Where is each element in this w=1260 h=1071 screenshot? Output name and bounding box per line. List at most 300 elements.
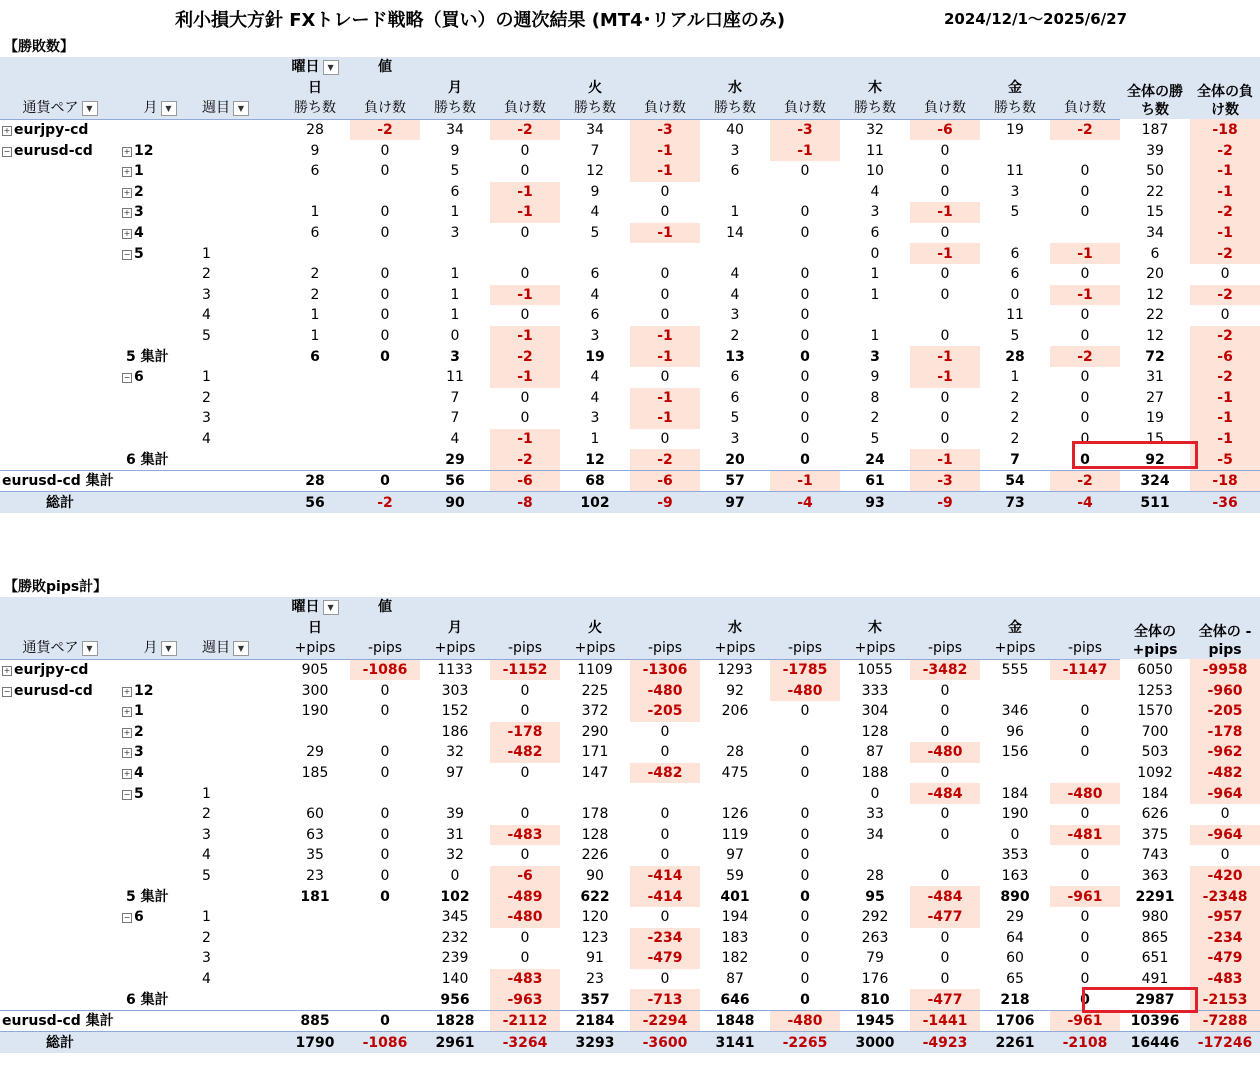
value-cell: 24 <box>865 451 885 468</box>
week-cell <box>200 804 280 825</box>
month-cell[interactable] <box>120 763 200 784</box>
win-header: 勝ち数 <box>420 98 490 119</box>
week-cell <box>200 866 280 887</box>
expand-icon[interactable]: + <box>3 666 11 676</box>
value-cell: 0 <box>800 703 810 720</box>
value-cell: 0 <box>940 765 950 782</box>
value-cell: 0 <box>450 868 460 885</box>
filter-dropdown-icon[interactable]: ▼ <box>82 641 98 656</box>
week-field[interactable] <box>200 98 280 119</box>
total-win-header: 全体の+pips <box>1120 618 1190 660</box>
filter-dropdown-icon[interactable]: ▼ <box>233 641 249 656</box>
month-cell[interactable] <box>120 367 200 388</box>
value-cell: 0 <box>380 703 390 720</box>
month-field[interactable] <box>120 638 200 659</box>
count-pivot-table[interactable] <box>0 57 1260 513</box>
value-cell: 163 <box>1001 868 1029 885</box>
value-cell: 3000 <box>840 1032 910 1053</box>
value-cell: -482 <box>630 763 700 784</box>
month-cell <box>120 326 200 347</box>
value-cell: 6 <box>1150 245 1160 262</box>
value-cell: 10396 <box>1120 1010 1190 1032</box>
pair-field[interactable] <box>0 98 120 119</box>
filter-dropdown-icon[interactable]: ▼ <box>161 101 177 116</box>
value-cell: 40 <box>726 122 744 139</box>
value-cell: -1 <box>490 202 560 223</box>
value-cell: 12 <box>585 451 605 468</box>
value-cell <box>630 783 700 804</box>
collapse-icon[interactable]: − <box>3 146 11 156</box>
value-cell: 1570 <box>1137 703 1173 720</box>
value-cell: 0 <box>870 785 880 802</box>
value-cell: 72 <box>1145 348 1165 365</box>
month-cell[interactable] <box>120 243 200 264</box>
value-cell: -964 <box>1190 825 1260 846</box>
collapse-icon[interactable]: − <box>123 373 131 383</box>
value-cell <box>350 182 420 203</box>
value-cell: 1790 <box>280 1032 350 1053</box>
value-cell: -2 <box>630 449 700 470</box>
value-cell <box>910 305 980 326</box>
value-cell: 3293 <box>560 1032 630 1053</box>
value-cell: -234 <box>1190 928 1260 949</box>
value-cell: 176 <box>861 970 889 987</box>
month-cell[interactable] <box>120 783 200 804</box>
value-cell: 0 <box>1010 826 1020 843</box>
pair-cell[interactable] <box>0 680 120 701</box>
value-cell: 19 <box>1146 410 1164 427</box>
value-cell: -2265 <box>770 1032 840 1053</box>
month-cell[interactable] <box>120 742 200 763</box>
value-cell: 0 <box>800 286 810 303</box>
value-cell: 19 <box>1006 122 1024 139</box>
month-cell <box>120 119 200 140</box>
month-cell <box>120 969 200 990</box>
value-cell <box>350 408 420 429</box>
value-cell: 190 <box>301 703 329 720</box>
value-cell: 0 <box>660 970 670 987</box>
value-cell: 56 <box>280 492 350 513</box>
table-row <box>0 928 1260 949</box>
value-cell: 0 <box>940 970 950 987</box>
value-cell: 956 <box>440 991 470 1008</box>
pair-cell <box>0 825 120 846</box>
value-cell: 0 <box>940 703 950 720</box>
atai-label: 値 <box>378 599 393 616</box>
value-cell: 57 <box>700 470 770 492</box>
pair-cell[interactable] <box>0 140 120 161</box>
value-cell: -481 <box>1050 825 1120 846</box>
day-header: 木 <box>840 78 910 99</box>
value-cell: 1133 <box>437 662 473 679</box>
collapse-icon[interactable]: − <box>123 789 131 799</box>
expand-icon[interactable]: + <box>123 769 131 779</box>
value-cell: -1 <box>630 140 700 161</box>
value-cell: 1945 <box>840 1010 910 1032</box>
value-cell: 1 <box>870 328 880 345</box>
expand-icon[interactable]: + <box>123 707 131 717</box>
total-loss-header: 全体の - pips <box>1190 618 1260 660</box>
value-cell: -3600 <box>630 1032 700 1053</box>
value-cell: -205 <box>1190 701 1260 722</box>
table-row <box>0 845 1260 866</box>
value-cell: 182 <box>721 950 749 967</box>
week-cell <box>200 845 280 866</box>
value-cell: 7 <box>450 410 460 427</box>
value-cell: 511 <box>1120 492 1190 513</box>
table-row <box>0 264 1260 285</box>
value-cell: -4923 <box>910 1032 980 1053</box>
week-cell <box>200 161 280 182</box>
value-cell: 304 <box>861 703 889 720</box>
pair-cell <box>0 243 120 264</box>
month-label: 月 <box>143 100 158 117</box>
value-cell: -2 <box>490 346 560 367</box>
pair-cell <box>0 326 120 347</box>
expand-icon[interactable]: + <box>123 229 131 239</box>
value-cell: 333 <box>861 682 889 699</box>
value-cell: 60 <box>306 806 324 823</box>
value-cell <box>980 140 1050 161</box>
hdr-blank <box>0 597 280 618</box>
table-row <box>0 804 1260 825</box>
value-cell: 1 <box>870 286 880 303</box>
week-field[interactable] <box>200 638 280 659</box>
month-cell[interactable] <box>120 680 200 701</box>
loss-header: -pips <box>1050 638 1120 659</box>
pips-pivot-table[interactable] <box>0 597 1260 1053</box>
month-cell[interactable] <box>120 202 200 223</box>
value-cell: -2 <box>1190 202 1260 223</box>
pair-name: eurjpy-cd <box>14 122 89 139</box>
pair-cell <box>0 223 120 244</box>
value-cell: 4 <box>450 430 460 447</box>
value-cell: 0 <box>1220 847 1230 864</box>
subtotal-label: 5 集計 <box>126 888 169 905</box>
week-cell <box>200 202 280 223</box>
value-cell <box>350 783 420 804</box>
value-cell: 32 <box>866 122 884 139</box>
value-cell: 1 <box>450 266 460 283</box>
value-cell: -1 <box>630 408 700 429</box>
value-cell: -414 <box>630 886 700 907</box>
value-cell: -1 <box>1190 388 1260 409</box>
loss-header: 負け数 <box>630 98 700 119</box>
value-cell: 6 <box>730 369 740 386</box>
value-cell: 6 <box>730 163 740 180</box>
filter-dropdown-icon[interactable]: ▼ <box>161 641 177 656</box>
table-row <box>0 763 1260 784</box>
value-cell: 0 <box>1080 970 1090 987</box>
day-header: 月 <box>420 618 490 639</box>
value-cell: 6 <box>310 225 320 242</box>
value-cell <box>280 449 350 470</box>
value-cell: 64 <box>1006 929 1024 946</box>
week-cell <box>200 264 280 285</box>
value-cell: -2 <box>350 492 420 513</box>
youbi-field[interactable] <box>280 597 350 618</box>
hdr-blank <box>770 618 840 639</box>
value-cell: 0 <box>1220 806 1230 823</box>
value-cell <box>770 182 840 203</box>
week-label: 週目 <box>202 100 230 117</box>
value-cell: -2 <box>1050 119 1120 140</box>
value-cell: -1 <box>1190 408 1260 429</box>
week-cell <box>200 429 280 450</box>
value-cell: -18 <box>1190 119 1260 140</box>
subtotal-label: 6 集計 <box>126 451 169 468</box>
value-cell: 0 <box>1080 266 1090 283</box>
day-header: 月 <box>420 78 490 99</box>
expand-icon[interactable]: + <box>123 167 131 177</box>
value-cell: -3264 <box>490 1032 560 1053</box>
value-cell: -957 <box>1190 907 1260 928</box>
value-cell: 34 <box>866 826 884 843</box>
value-cell: 225 <box>581 682 609 699</box>
value-cell: 6 <box>310 163 320 180</box>
value-cell <box>980 680 1050 701</box>
value-cell: 651 <box>1141 950 1169 967</box>
value-cell: 1 <box>310 328 320 345</box>
value-cell <box>840 305 910 326</box>
value-cell: -2 <box>1190 140 1260 161</box>
value-cell: -480 <box>630 680 700 701</box>
week-value: 4 <box>202 847 211 864</box>
value-cell: -1 <box>910 243 980 264</box>
value-cell: 34 <box>446 122 464 139</box>
value-cell: 0 <box>660 369 670 386</box>
youbi-field[interactable] <box>280 57 350 78</box>
pair-cell <box>0 948 120 969</box>
table-row <box>0 243 1260 264</box>
pair-cell <box>0 701 120 722</box>
value-cell: -482 <box>490 742 560 763</box>
value-cell: 0 <box>800 970 810 987</box>
value-cell: 31 <box>1146 369 1164 386</box>
expand-icon[interactable]: + <box>123 208 131 218</box>
value-cell: 0 <box>380 204 390 221</box>
value-cell <box>280 408 350 429</box>
value-cell: -2 <box>1190 243 1260 264</box>
pair-field[interactable] <box>0 638 120 659</box>
value-cell: -4 <box>1050 492 1120 513</box>
month-cell[interactable] <box>120 701 200 722</box>
filter-dropdown-icon[interactable]: ▼ <box>82 101 98 116</box>
value-cell: 555 <box>1001 662 1029 679</box>
month-cell[interactable] <box>120 722 200 743</box>
value-cell: -18 <box>1190 470 1260 492</box>
value-cell: 63 <box>306 826 324 843</box>
value-cell: 0 <box>1080 806 1090 823</box>
value-cell: 123 <box>581 929 609 946</box>
value-cell: 27 <box>1146 389 1164 406</box>
value-cell: -484 <box>910 783 980 804</box>
value-cell: 810 <box>860 991 890 1008</box>
value-cell: 1 <box>450 204 460 221</box>
value-cell: 3 <box>870 348 880 365</box>
value-cell <box>350 989 420 1010</box>
value-cell: 0 <box>660 909 670 926</box>
week-cell <box>200 182 280 203</box>
value-cell <box>700 243 770 264</box>
expand-icon[interactable]: + <box>123 187 131 197</box>
value-cell: 0 <box>1080 950 1090 967</box>
date-range: 2024/12/1～2025/6/27 <box>944 10 1128 28</box>
hdr-blank <box>0 57 280 78</box>
value-cell <box>560 243 630 264</box>
value-cell: 375 <box>1141 826 1169 843</box>
month-field[interactable] <box>120 98 200 119</box>
day-header: 日 <box>280 78 350 99</box>
filter-dropdown-icon[interactable]: ▼ <box>323 60 339 75</box>
value-cell: -479 <box>1190 948 1260 969</box>
month-cell[interactable] <box>120 223 200 244</box>
table-row <box>0 659 1260 680</box>
value-cell: 32 <box>446 744 464 761</box>
value-cell: 29 <box>445 451 465 468</box>
value-cell: 0 <box>940 430 950 447</box>
value-cell: 96 <box>1006 723 1024 740</box>
value-cell: 885 <box>280 1010 350 1032</box>
value-cell: -1 <box>630 326 700 347</box>
value-cell: 0 <box>520 307 530 324</box>
expand-icon[interactable]: + <box>123 748 131 758</box>
month-cell[interactable] <box>120 182 200 203</box>
filter-dropdown-icon[interactable]: ▼ <box>323 600 339 615</box>
value-cell: -480 <box>1050 783 1120 804</box>
value-cell: 79 <box>866 950 884 967</box>
value-cell: -6 <box>490 470 560 492</box>
value-cell <box>280 948 350 969</box>
value-cell: 0 <box>940 806 950 823</box>
value-cell: 0 <box>800 410 810 427</box>
value-cell: 0 <box>380 225 390 242</box>
value-cell: 183 <box>721 929 749 946</box>
loss-header: 負け数 <box>490 98 560 119</box>
value-cell: -2 <box>490 119 560 140</box>
value-cell <box>980 763 1050 784</box>
value-cell: -6 <box>1190 346 1260 367</box>
week-label: 週目 <box>202 640 230 657</box>
value-cell: -1 <box>630 161 700 182</box>
value-cell: 34 <box>1146 225 1164 242</box>
value-cell: 68 <box>560 470 630 492</box>
report-title: 利小損大方針 FXトレード戦略（買い）の週次結果 (MT4･リアル口座のみ) <box>175 10 786 31</box>
collapse-icon[interactable]: − <box>123 249 131 259</box>
expand-icon[interactable]: + <box>123 686 131 696</box>
month-cell[interactable] <box>120 907 200 928</box>
collapse-icon[interactable]: − <box>3 686 11 696</box>
week-cell <box>200 659 280 680</box>
value-cell: -36 <box>1190 492 1260 513</box>
value-cell: 0 <box>660 266 670 283</box>
value-cell: 0 <box>1080 369 1090 386</box>
value-cell: 22 <box>1146 183 1164 200</box>
expand-icon[interactable]: + <box>123 727 131 737</box>
week-cell <box>200 243 280 264</box>
value-cell: 0 <box>1080 410 1090 427</box>
value-cell: 626 <box>1141 806 1169 823</box>
week-cell <box>200 140 280 161</box>
value-cell: 9 <box>870 369 880 386</box>
value-cell: 0 <box>380 328 390 345</box>
pair-cell[interactable] <box>0 659 120 680</box>
week-value: 2 <box>202 389 211 406</box>
week-cell <box>200 907 280 928</box>
month-value: 5 <box>134 245 144 262</box>
table-row <box>0 1032 1260 1053</box>
value-cell: 54 <box>980 470 1050 492</box>
value-cell: 1 <box>310 204 320 221</box>
value-cell: -480 <box>770 1010 840 1032</box>
value-cell: 0 <box>1080 929 1090 946</box>
atai-field <box>350 597 420 618</box>
value-cell: 503 <box>1141 744 1169 761</box>
table-row <box>0 1010 1260 1032</box>
table-row <box>0 119 1260 140</box>
table-row <box>0 346 1260 367</box>
value-cell: 1 <box>590 430 600 447</box>
pair-cell <box>0 742 120 763</box>
month-value: 1 <box>134 703 144 720</box>
value-cell: 0 <box>520 929 530 946</box>
win-header: +pips <box>700 638 770 659</box>
week-value: 3 <box>202 410 211 427</box>
value-cell: 12 <box>586 163 604 180</box>
value-cell: -489 <box>490 886 560 907</box>
pair-cell <box>0 161 120 182</box>
blank <box>200 989 280 1010</box>
value-cell: -483 <box>1190 969 1260 990</box>
month-cell <box>120 429 200 450</box>
value-cell: 29 <box>1006 909 1024 926</box>
value-cell: -1 <box>770 470 840 492</box>
value-cell <box>350 969 420 990</box>
week-value: 1 <box>202 785 211 802</box>
value-cell: 0 <box>800 225 810 242</box>
week-cell <box>200 742 280 763</box>
value-cell: 0 <box>1080 451 1090 468</box>
pair-cell[interactable] <box>0 119 120 140</box>
pair-cell <box>0 845 120 866</box>
week-value: 2 <box>202 929 211 946</box>
value-cell: 491 <box>1141 970 1169 987</box>
value-cell: 0 <box>660 744 670 761</box>
value-cell: 3 <box>730 142 740 159</box>
pair-label: 通貨ペア <box>22 640 79 657</box>
week-cell <box>200 783 280 804</box>
loss-header: -pips <box>350 638 420 659</box>
collapse-icon[interactable]: − <box>123 913 131 923</box>
value-cell <box>1050 763 1120 784</box>
filter-dropdown-icon[interactable]: ▼ <box>233 101 249 116</box>
value-cell: 92 <box>1145 451 1165 468</box>
expand-icon[interactable]: + <box>3 126 11 136</box>
value-cell: 905 <box>301 662 329 679</box>
expand-icon[interactable]: + <box>123 146 131 156</box>
value-cell <box>700 783 770 804</box>
blank <box>200 346 280 367</box>
hdr-blank <box>0 78 280 99</box>
win-header: +pips <box>280 638 350 659</box>
blank <box>200 470 280 492</box>
value-cell: 0 <box>800 765 810 782</box>
month-cell[interactable] <box>120 161 200 182</box>
value-cell <box>350 928 420 949</box>
value-cell: 126 <box>721 806 749 823</box>
month-cell[interactable] <box>120 140 200 161</box>
value-cell: 1848 <box>700 1010 770 1032</box>
